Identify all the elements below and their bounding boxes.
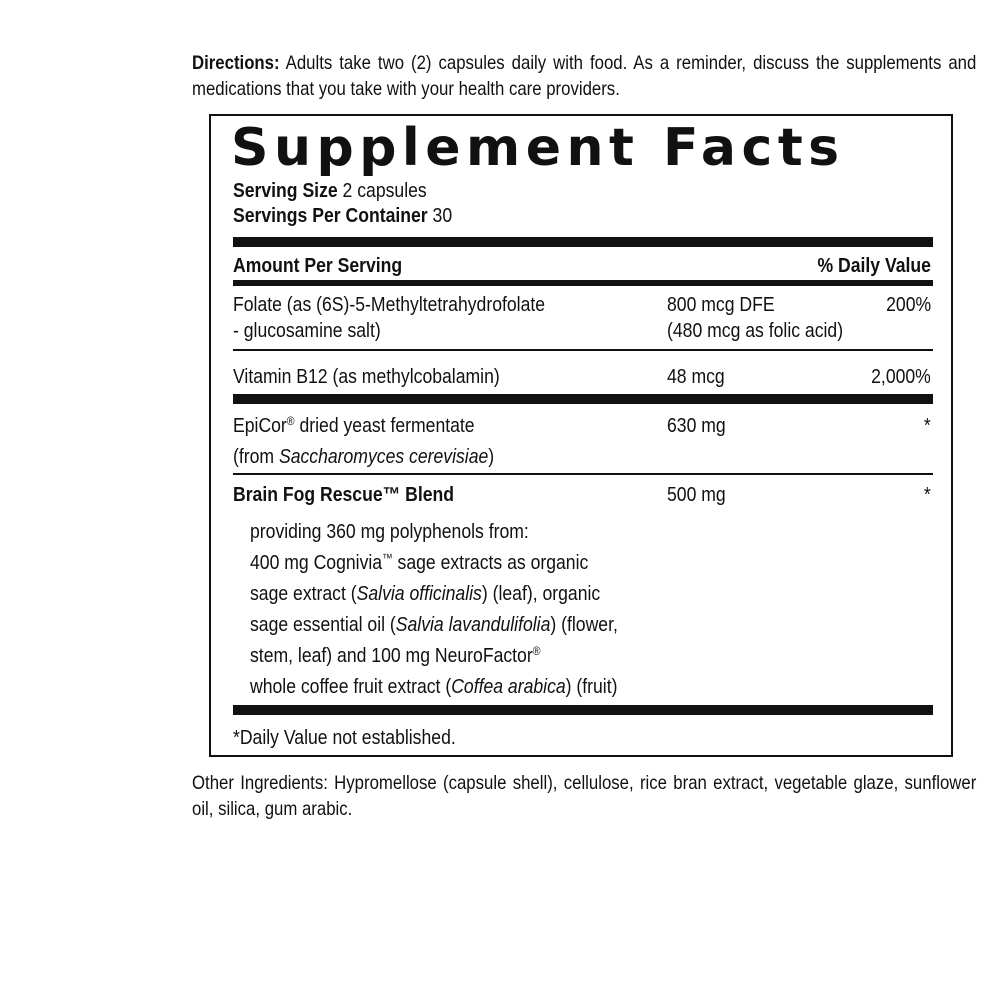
b12-daily-value: 2,000% [871, 366, 931, 388]
serving-size-label: Serving Size [233, 180, 338, 202]
folate-amount-line2: (480 mcg as folic acid) [667, 320, 844, 342]
serving-size [233, 179, 427, 203]
folate-daily-value: 200% [885, 294, 931, 316]
serving-size-value: 2 capsules [342, 180, 427, 202]
row-divider [233, 473, 933, 475]
directions-label: Directions: [192, 52, 280, 74]
blend-name: Brain Fog Rescue™ Blend [233, 484, 455, 506]
daily-value-header: % Daily Value [817, 255, 931, 277]
epicor-name-line1: EpiCor® dried yeast fermentate [233, 414, 475, 437]
b12-amount: 48 mcg [667, 366, 725, 388]
blend-line: stem, leaf) and 100 mg NeuroFactor® [250, 644, 541, 667]
epicor-amount: 630 mg [667, 415, 726, 437]
medium-divider [233, 280, 933, 286]
blend-line: providing 360 mg polyphenols from: [250, 521, 529, 543]
blend-line: whole coffee fruit extract (Coffea arabica) (fruit) [250, 676, 618, 698]
row-divider [233, 349, 933, 351]
directions-text [192, 50, 976, 102]
folate-name-line2: - glucosamine salt) [233, 320, 381, 342]
blend-amount: 500 mg [667, 484, 726, 506]
blend-line: sage extract (Salvia officinalis) (leaf), organic [250, 583, 601, 605]
blend-daily-value: * [924, 484, 931, 506]
b12-name: Vitamin B12 (as methylcobalamin) [233, 366, 500, 388]
servings-per-container-value: 30 [432, 205, 453, 227]
blend-line: sage essential oil (Salvia lavandulifolia) (flower, [250, 614, 618, 636]
supplement-facts-panel [209, 114, 953, 757]
epicor-name-line2: (from Saccharomyces cerevisiae) [233, 446, 495, 468]
directions-body: Adults take two (2) capsules daily with food. As a reminder, discuss the supplements and medications that you take with your health care providers. [192, 52, 977, 100]
blend-line: 400 mg Cognivia™ sage extracts as organic [250, 551, 589, 574]
thick-divider [233, 394, 933, 404]
thick-divider [233, 705, 933, 715]
blend-description [250, 517, 618, 703]
servings-per-container [233, 204, 452, 228]
other-ingredients: Other Ingredients: Hypromellose (capsule shell), cellulose, rice bran extract, vegetable glaze, sunflower oil, silica, gum arabic. [192, 772, 977, 820]
footnote: *Daily Value not established. [233, 727, 456, 749]
servings-per-container-label: Servings Per Container [233, 205, 428, 227]
folate-amount-line1: 800 mcg DFE [667, 294, 775, 316]
thick-divider [233, 237, 933, 247]
folate-name-line1: Folate (as (6S)-5-Methyltetrahydrofolate [233, 294, 546, 316]
panel-title: Supplement Facts [231, 118, 845, 178]
amount-per-serving-header: Amount Per Serving [233, 255, 403, 277]
epicor-daily-value: * [924, 415, 931, 437]
